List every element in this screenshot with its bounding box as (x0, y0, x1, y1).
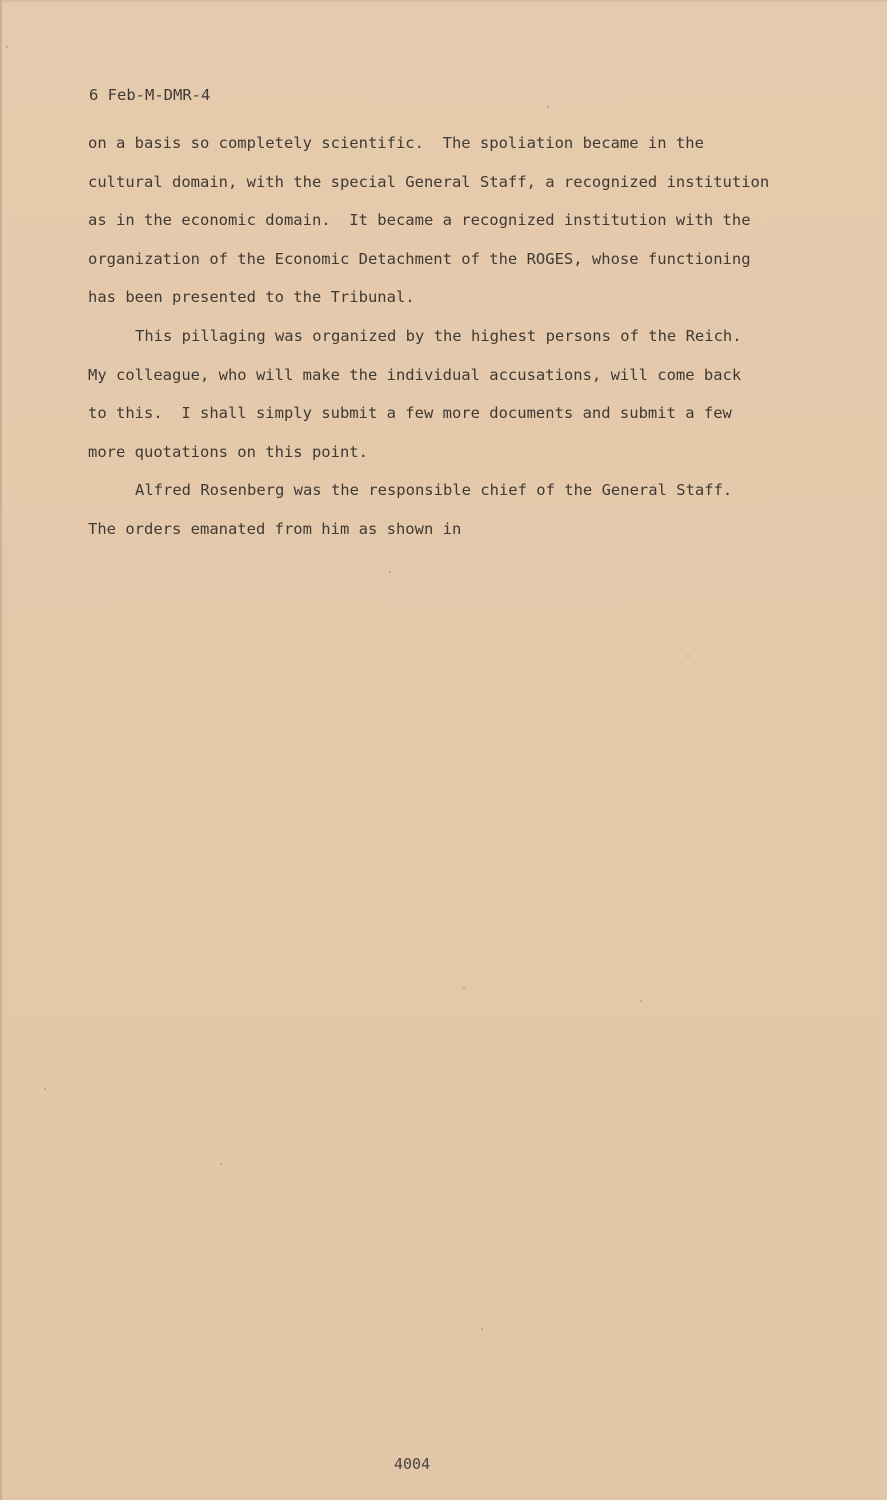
paper-speck (547, 106, 549, 108)
document-body (88, 124, 808, 549)
text-line: to this. I shall simply submit a few more documents and submit a few (88, 404, 732, 423)
paper-speck (463, 987, 465, 989)
text-line: as in the economic domain. It became a recognized institution with the (88, 211, 751, 230)
text-line: organization of the Economic Detachment of the ROGES, whose functioning (88, 249, 751, 268)
text-line: My colleague, who will make the individual accusations, will come back (88, 365, 742, 384)
paper-speck (44, 1088, 46, 1090)
text-line: more quotations on this point. (88, 442, 368, 461)
text-line: on a basis so completely scientific. The spoliation became in the (88, 134, 704, 152)
page-number: 4004 (394, 1455, 431, 1473)
paper-speck (687, 655, 689, 657)
text-line: has been presented to the Tribunal. (88, 288, 415, 307)
paper-speck (640, 1000, 642, 1002)
document-header: 6 Feb-M-DMR-4 (89, 86, 211, 104)
paper-speck (389, 571, 391, 573)
text-line: The orders emanated from him as shown in (88, 519, 462, 538)
text-line: This pillaging was organized by the highest persons of the Reich. (135, 326, 742, 345)
text-line: cultural domain, with the special General Staff, a recognized institution (88, 172, 770, 191)
paper-speck (481, 1328, 483, 1330)
text-line: Alfred Rosenberg was the responsible chief of the General Staff. (135, 481, 733, 500)
paper-speck (6, 46, 8, 48)
paper-speck (220, 1163, 222, 1165)
